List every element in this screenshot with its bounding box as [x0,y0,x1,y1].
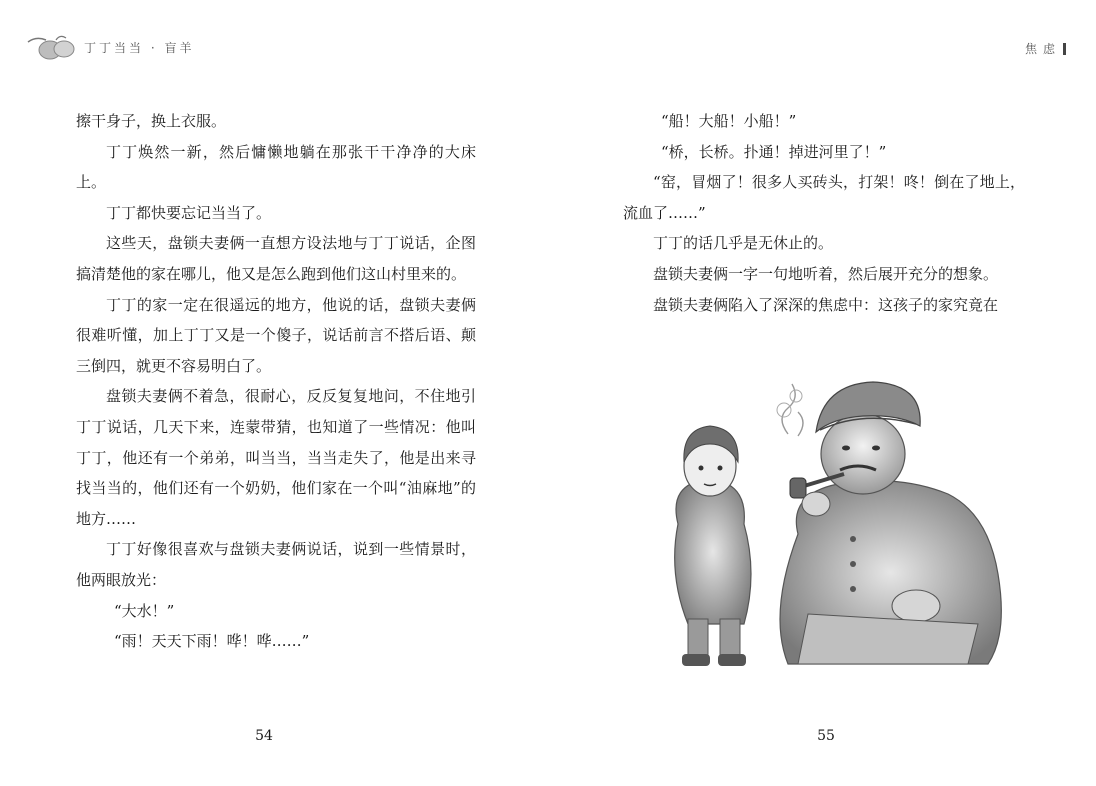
page-number: 54 [255,728,273,744]
illustration-man-with-pipe-and-child [648,374,1018,680]
dialogue-line: “窑，冒烟了！很多人买砖头，打架！咚！倒在了地上，流血了……” [623,173,1025,222]
dialogue-line: “大水！” [114,601,175,620]
paragraph: 盘锁夫妻俩不着急，很耐心，反反复复地问，不住地引丁丁说话，几天下来，连蒙带猜，也知道了一些情况：他叫丁丁，他还有一个弟弟，叫当当，当当走失了，他是出来寻找当当的，他们还有一个奶奶，他们家在一个叫“油麻地”的地方…… [76,387,476,528]
paragraph: 盘锁夫妻俩陷入了深深的焦虑中：这孩子的家究竟在 [653,295,999,314]
right-page-text [623,106,1025,320]
paragraph: 擦干身子，换上衣服。 [76,112,227,130]
paragraph: 盘锁夫妻俩一字一句地听着，然后展开充分的想象。 [653,264,999,283]
paragraph: 丁丁好像很喜欢与盘锁夫妻俩说话，说到一些情景时，他两眼放光： [76,540,476,589]
dialogue-line: “船！大船！小船！” [661,112,797,130]
gourd-logo-icon [26,32,78,62]
paragraph: 丁丁的家一定在很遥远的地方，他说的话，盘锁夫妻俩很难听懂，加上丁丁又是一个傻子，说话前言不搭后语、颠三倒四，就更不容易明白了。 [76,295,476,375]
paragraph: 丁丁的话几乎是无休止的。 [653,234,834,253]
paragraph: 这些天，盘锁夫妻俩一直想方设法地与丁丁说话，企图搞清楚他的家在哪儿，他又是怎么跑到他们这山村里来的。 [76,234,476,283]
dialogue-line: “桥，长桥。扑通！掉进河里了！” [661,142,887,161]
series-title: 丁丁当当 · 盲羊 [84,40,195,55]
page-number: 55 [817,728,835,744]
paragraph: 丁丁焕然一新，然后慵懒地躺在那张干干净净的大床上。 [76,142,476,192]
left-page-text [76,106,476,657]
paragraph: 丁丁都快要忘记当当了。 [106,203,272,222]
right-page [548,0,1096,786]
chapter-header [1025,40,1066,57]
dialogue-line: “雨！天天下雨！哗！哗……” [114,632,310,651]
series-header [26,30,194,64]
chapter-title: 焦虑 [1024,42,1061,56]
chapter-marker [1063,43,1066,55]
